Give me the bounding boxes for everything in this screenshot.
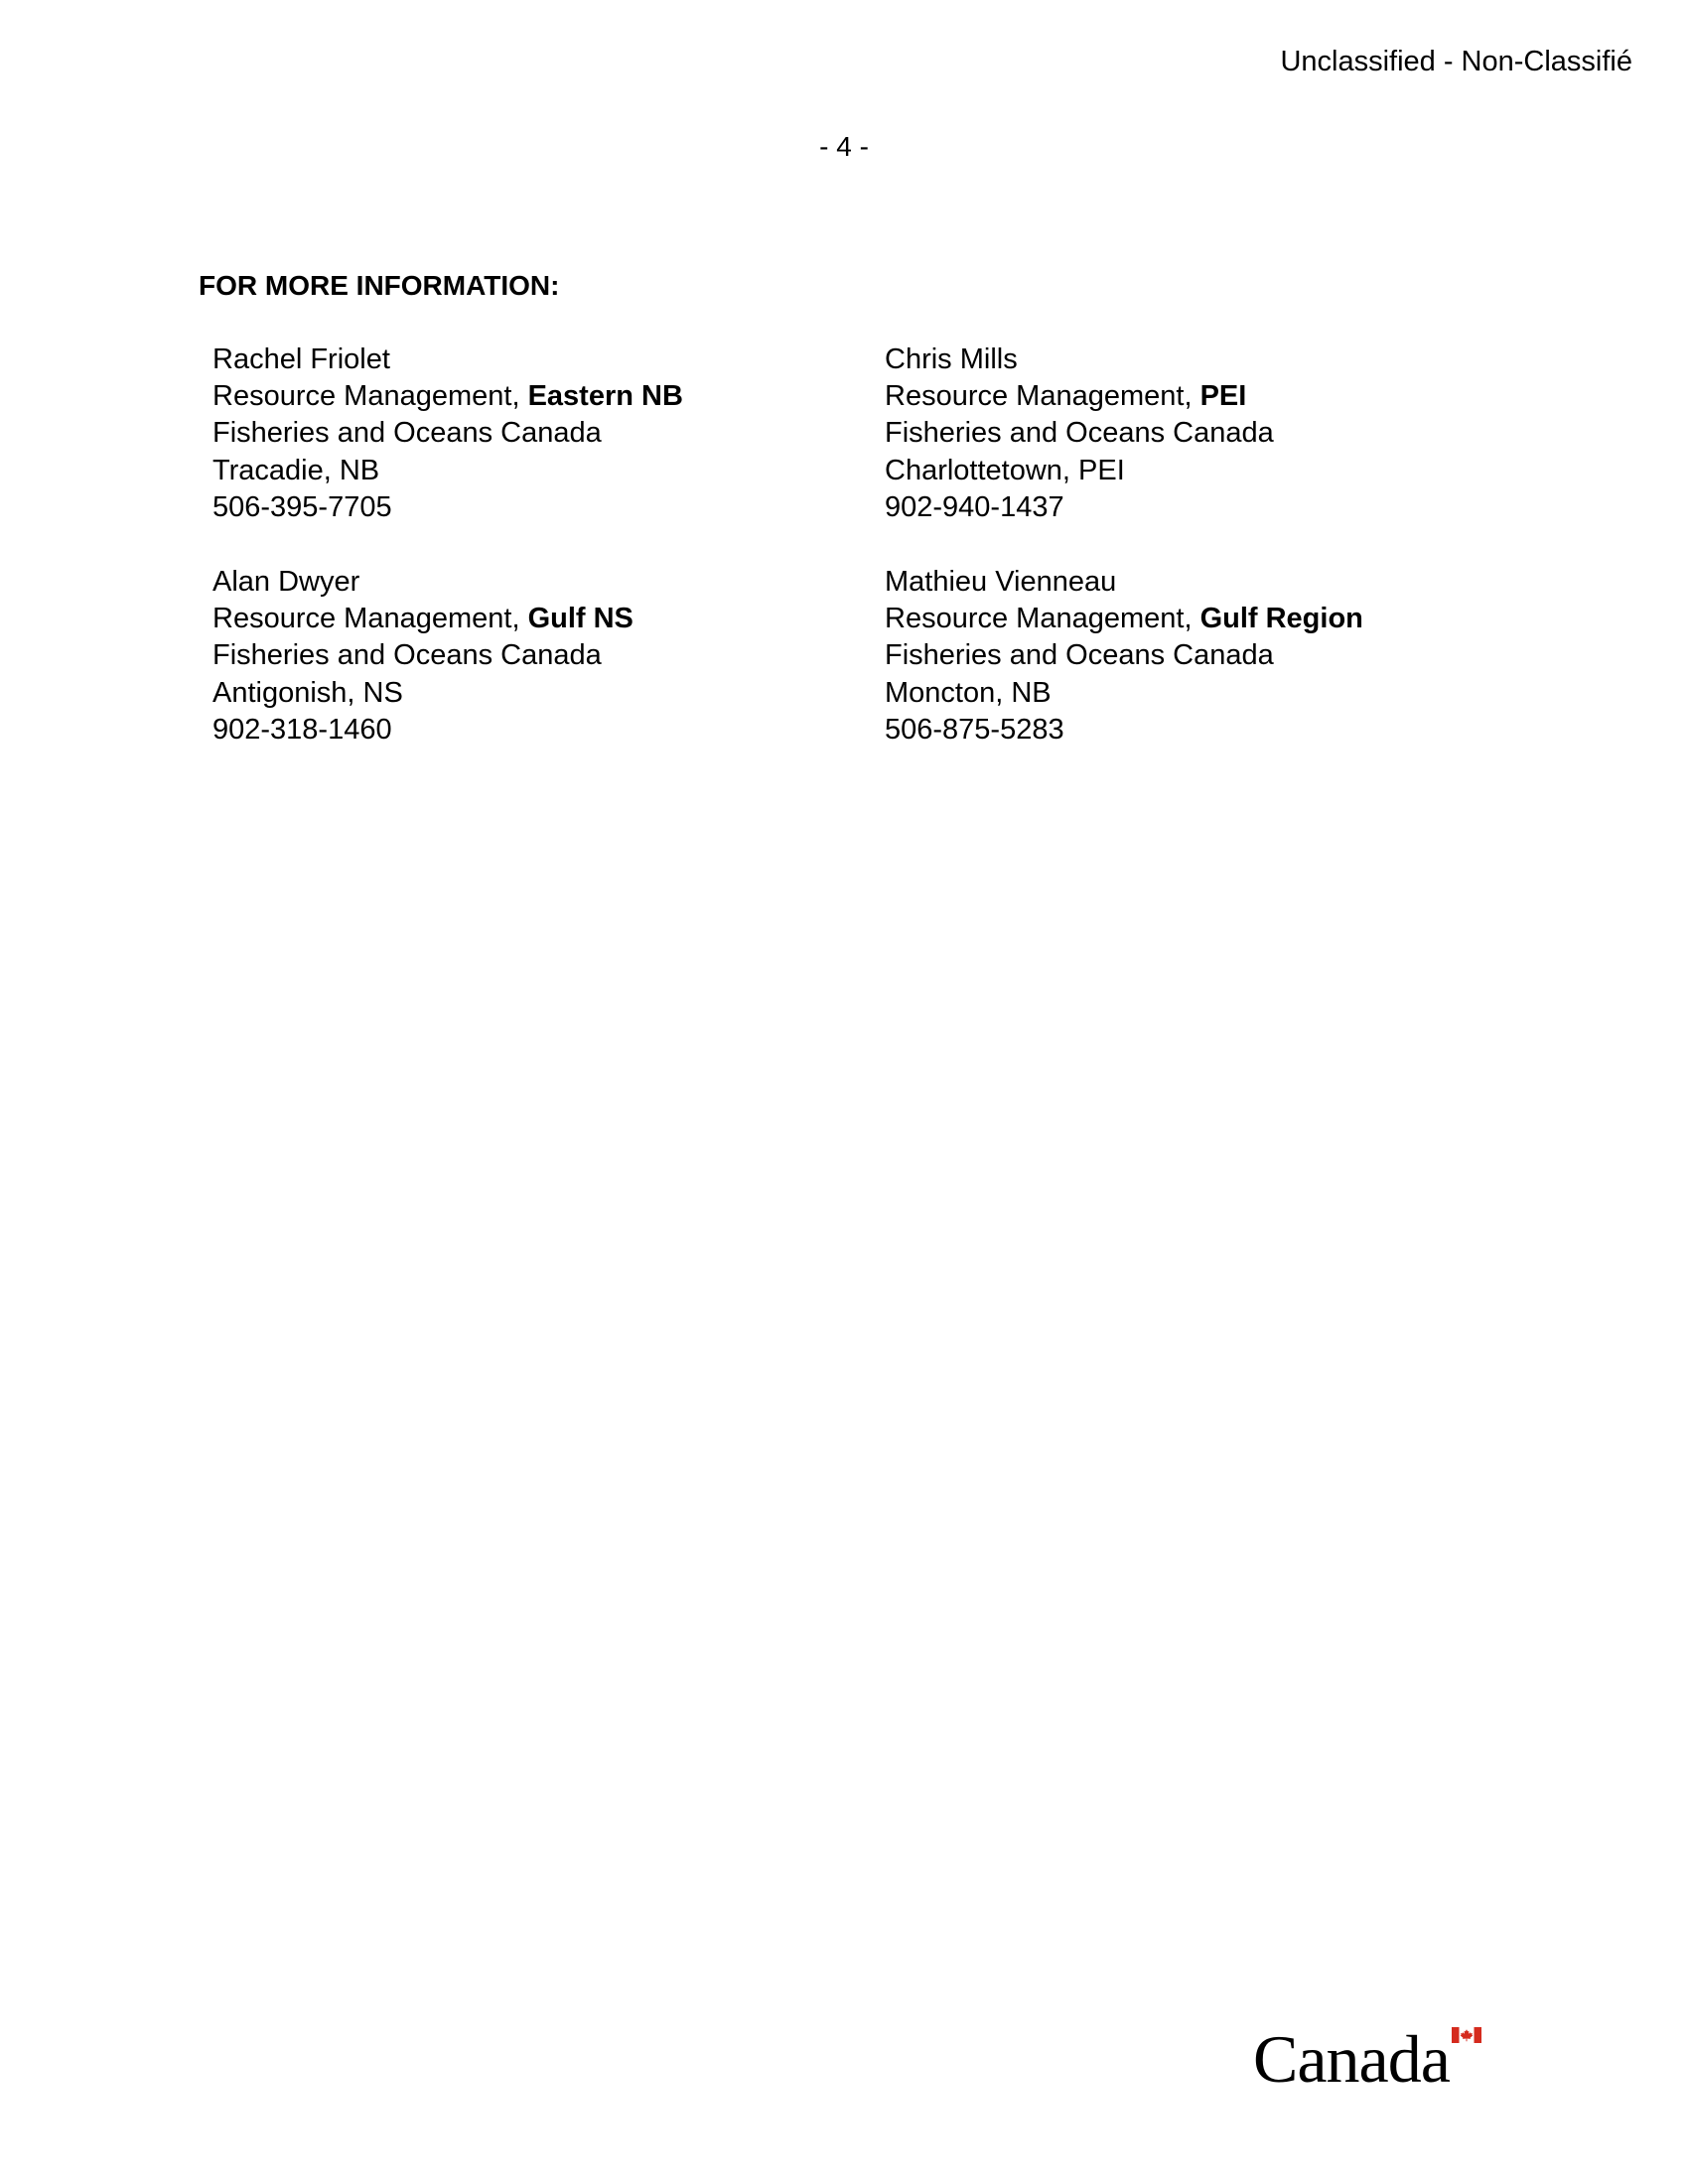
page-number: - 4 - — [819, 131, 869, 162]
contact-location: Antigonish, NS — [212, 676, 403, 709]
canada-wordmark-logo — [1253, 2021, 1491, 2097]
contact-phone: 902-318-1460 — [212, 713, 392, 746]
contact-role-prefix: Resource Management, — [212, 603, 528, 635]
contact-name: Mathieu Vienneau — [885, 566, 1117, 598]
contact-card — [885, 564, 1363, 749]
contact-role-region: Gulf Region — [1199, 603, 1363, 635]
contact-role-prefix: Resource Management, — [885, 603, 1200, 635]
contact-card — [885, 341, 1274, 526]
contact-role — [212, 601, 633, 637]
contact-organization: Fisheries and Oceans Canada — [212, 639, 602, 672]
contact-phone: 902-940-1437 — [885, 490, 1064, 523]
contact-location: Moncton, NB — [885, 676, 1052, 709]
contact-role — [885, 601, 1363, 637]
contact-organization: Fisheries and Oceans Canada — [212, 417, 602, 450]
contact-card — [212, 564, 633, 749]
contact-location: Tracadie, NB — [212, 454, 380, 486]
contact-organization: Fisheries and Oceans Canada — [885, 639, 1274, 672]
contact-name: Alan Dwyer — [212, 566, 360, 598]
flag-right-band — [1475, 2027, 1482, 2043]
classification-label: Unclassified - Non-Classifié — [1280, 46, 1632, 77]
contact-role — [212, 378, 683, 415]
contact-role-prefix: Resource Management, — [212, 380, 528, 413]
contact-name: Rachel Friolet — [212, 343, 390, 375]
section-heading: FOR MORE INFORMATION: — [199, 270, 560, 301]
canadian-flag-icon — [1452, 2027, 1481, 2043]
contact-role-region: PEI — [1199, 380, 1247, 413]
canada-wordmark-text: Canada — [1253, 2021, 1450, 2097]
contact-organization: Fisheries and Oceans Canada — [885, 417, 1274, 450]
contact-card — [212, 341, 683, 526]
contact-role-region: Gulf NS — [527, 603, 633, 635]
contact-role-region: Eastern NB — [527, 380, 683, 413]
contact-role — [885, 378, 1274, 415]
contact-phone: 506-875-5283 — [885, 713, 1064, 746]
contact-role-prefix: Resource Management, — [885, 380, 1200, 413]
contact-name: Chris Mills — [885, 343, 1018, 375]
flag-left-band — [1452, 2027, 1460, 2043]
contact-phone: 506-395-7705 — [212, 490, 392, 523]
contact-location: Charlottetown, PEI — [885, 454, 1125, 486]
